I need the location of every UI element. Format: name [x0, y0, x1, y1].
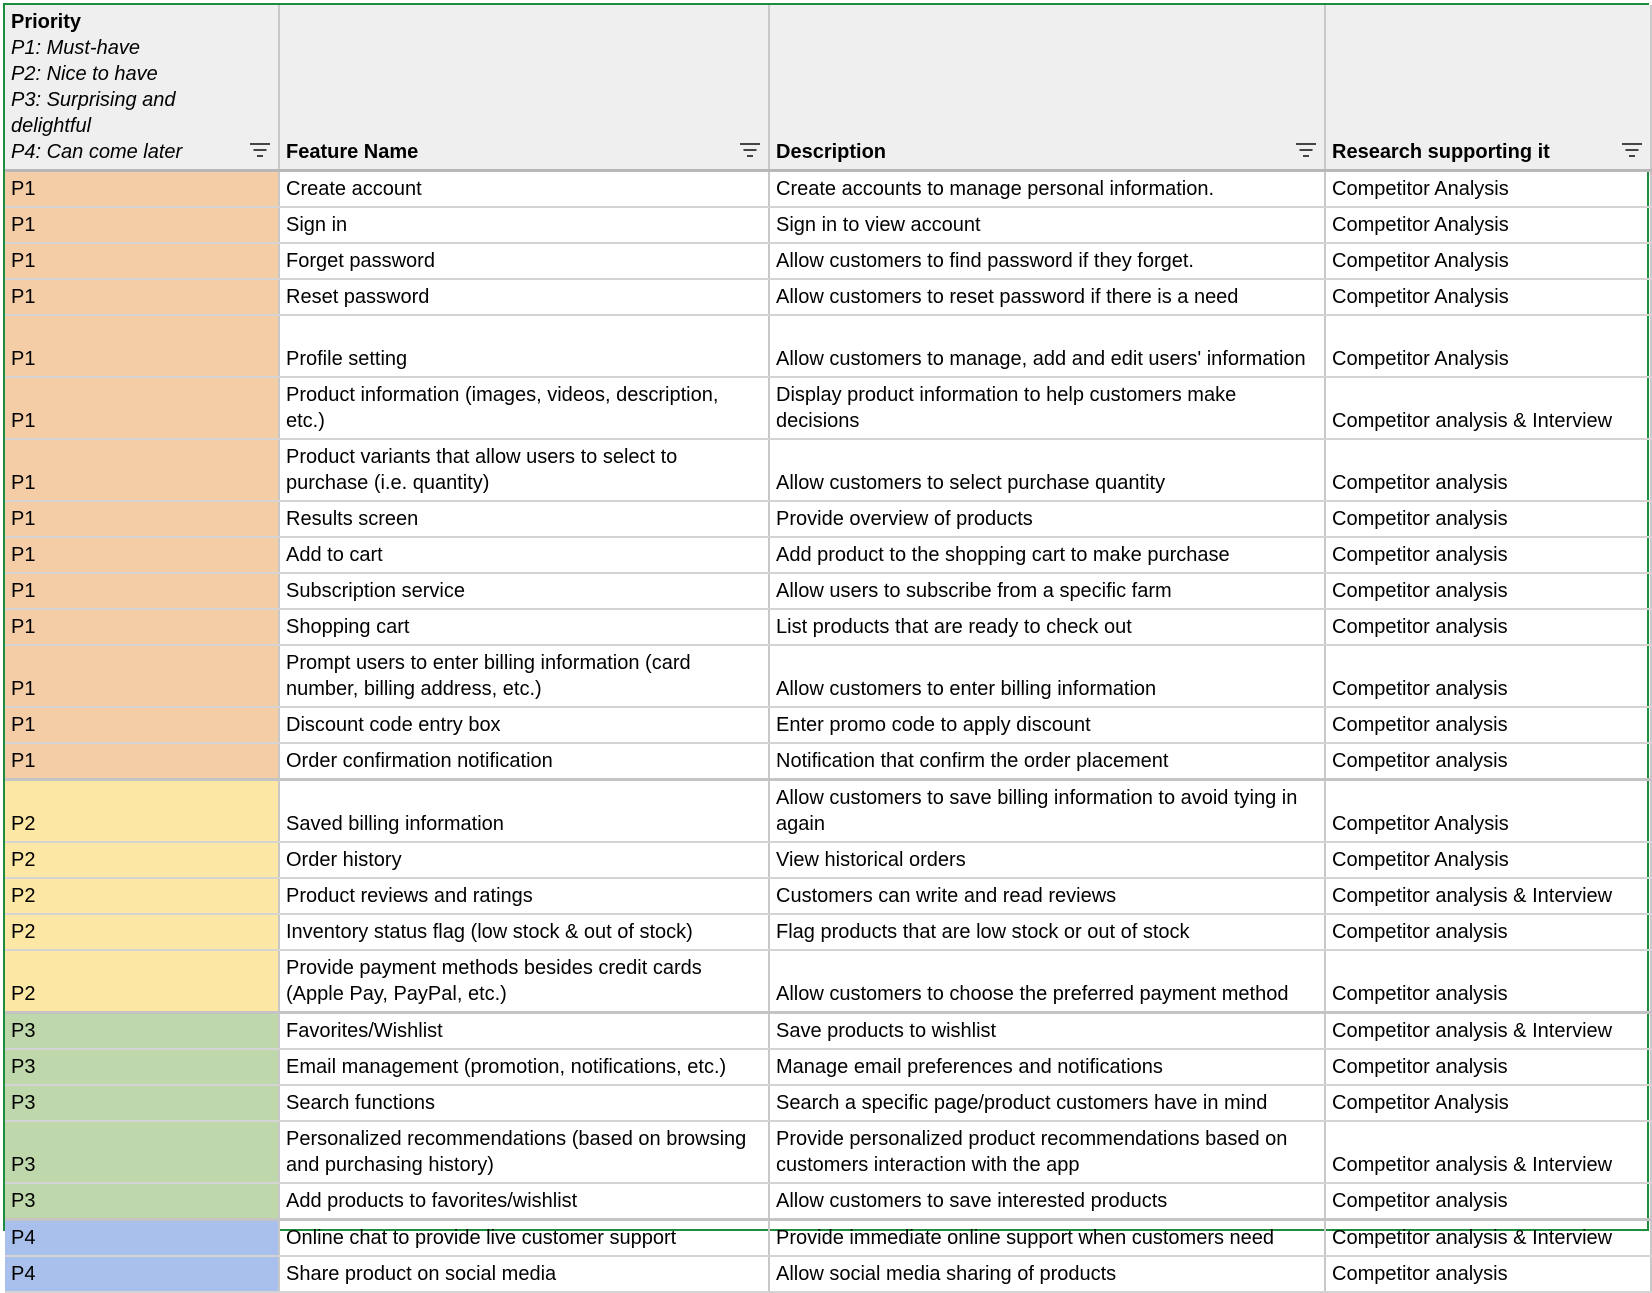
header-feature-name[interactable] [279, 5, 769, 171]
legend-p2: P2: Nice to have [11, 63, 158, 85]
research-cell[interactable]: Competitor Analysis [1325, 171, 1651, 208]
priority-cell[interactable]: P1 [5, 243, 279, 279]
description-cell[interactable]: Manage email preferences and notifications [769, 1049, 1325, 1085]
research-cell[interactable]: Competitor analysis [1325, 950, 1651, 1013]
filter-icon[interactable] [1622, 143, 1642, 157]
feature-cell[interactable]: Prompt users to enter billing information (card number, billing address, etc.) [279, 645, 769, 707]
research-cell[interactable]: Competitor analysis & Interview [1325, 377, 1651, 439]
description-cell[interactable]: Search a specific page/product customers have in mind [769, 1085, 1325, 1121]
priority-cell[interactable]: P1 [5, 743, 279, 780]
header-research-label: Research supporting it [1332, 141, 1550, 163]
priority-cell[interactable]: P1 [5, 707, 279, 743]
feature-cell[interactable]: Subscription service [279, 573, 769, 609]
feature-priority-table [5, 5, 1652, 1293]
feature-cell[interactable]: Inventory status flag (low stock & out of stock) [279, 914, 769, 950]
table-row [5, 645, 1651, 707]
priority-cell[interactable]: P3 [5, 1085, 279, 1121]
description-cell[interactable]: Enter promo code to apply discount [769, 707, 1325, 743]
table-row [5, 573, 1651, 609]
priority-cell[interactable]: P2 [5, 780, 279, 843]
feature-cell[interactable]: Forget password [279, 243, 769, 279]
priority-cell[interactable]: P3 [5, 1049, 279, 1085]
table-row [5, 707, 1651, 743]
feature-cell[interactable]: Product information (images, videos, description, etc.) [279, 377, 769, 439]
feature-cell[interactable]: Shopping cart [279, 609, 769, 645]
priority-cell[interactable]: P4 [5, 1256, 279, 1292]
research-cell[interactable]: Competitor Analysis [1325, 780, 1651, 843]
priority-cell[interactable]: P1 [5, 609, 279, 645]
research-cell[interactable]: Competitor analysis [1325, 537, 1651, 573]
priority-cell[interactable]: P2 [5, 842, 279, 878]
table-row [5, 842, 1651, 878]
feature-cell[interactable]: Order history [279, 842, 769, 878]
filter-icon[interactable] [1296, 143, 1316, 157]
priority-cell[interactable]: P4 [5, 1220, 279, 1257]
priority-cell[interactable]: P1 [5, 573, 279, 609]
filter-icon[interactable] [740, 143, 760, 157]
feature-cell[interactable]: Product variants that allow users to select to purchase (i.e. quantity) [279, 439, 769, 501]
priority-cell[interactable]: P3 [5, 1013, 279, 1050]
table-row [5, 537, 1651, 573]
priority-cell[interactable]: P2 [5, 878, 279, 914]
table-row [5, 439, 1651, 501]
priority-cell[interactable]: P3 [5, 1183, 279, 1220]
feature-cell[interactable]: Add to cart [279, 537, 769, 573]
header-research[interactable] [1325, 5, 1651, 171]
description-cell[interactable]: Provide personalized product recommendations based on customers interaction with the app [769, 1121, 1325, 1183]
table-row [5, 950, 1651, 1013]
table-row [5, 279, 1651, 315]
table-row [5, 315, 1651, 377]
legend-p1: P1: Must-have [11, 37, 140, 59]
priority-cell[interactable]: P1 [5, 315, 279, 377]
spreadsheet-grid [3, 3, 1649, 1285]
table-row [5, 914, 1651, 950]
description-cell[interactable]: Allow customers to choose the preferred payment method [769, 950, 1325, 1013]
table-row [5, 609, 1651, 645]
research-cell[interactable]: Competitor analysis [1325, 439, 1651, 501]
research-cell[interactable]: Competitor analysis & Interview [1325, 1013, 1651, 1050]
priority-cell[interactable]: P1 [5, 501, 279, 537]
feature-cell[interactable]: Email management (promotion, notifications, etc.) [279, 1049, 769, 1085]
description-cell[interactable]: Allow customers to select purchase quantity [769, 439, 1325, 501]
feature-cell[interactable]: Sign in [279, 207, 769, 243]
feature-cell[interactable]: Favorites/Wishlist [279, 1013, 769, 1050]
table-row [5, 1183, 1651, 1220]
feature-cell[interactable]: Create account [279, 171, 769, 208]
feature-cell[interactable]: Provide payment methods besides credit cards (Apple Pay, PayPal, etc.) [279, 950, 769, 1013]
feature-cell[interactable]: Saved billing information [279, 780, 769, 843]
description-cell[interactable]: Allow users to subscribe from a specific farm [769, 573, 1325, 609]
table-row [5, 780, 1651, 843]
table-row [5, 1220, 1651, 1257]
research-cell[interactable]: Competitor analysis [1325, 645, 1651, 707]
research-cell[interactable]: Competitor analysis [1325, 914, 1651, 950]
description-cell[interactable]: Allow customers to save billing information to avoid tying in again [769, 780, 1325, 843]
feature-cell[interactable]: Online chat to provide live customer support [279, 1220, 769, 1257]
priority-cell[interactable]: P1 [5, 377, 279, 439]
research-cell[interactable]: Competitor analysis [1325, 609, 1651, 645]
feature-cell[interactable]: Product reviews and ratings [279, 878, 769, 914]
research-cell[interactable]: Competitor analysis [1325, 573, 1651, 609]
priority-cell[interactable]: P1 [5, 537, 279, 573]
header-priority[interactable] [5, 5, 279, 171]
research-cell[interactable]: Competitor analysis & Interview [1325, 878, 1651, 914]
research-cell[interactable]: Competitor analysis [1325, 707, 1651, 743]
description-cell[interactable]: Provide immediate online support when customers need [769, 1220, 1325, 1257]
description-cell[interactable]: Display product information to help customers make decisions [769, 377, 1325, 439]
description-cell[interactable]: Allow customers to save interested products [769, 1183, 1325, 1220]
description-cell[interactable]: Add product to the shopping cart to make purchase [769, 537, 1325, 573]
description-cell[interactable]: Provide overview of products [769, 501, 1325, 537]
research-cell[interactable]: Competitor Analysis [1325, 842, 1651, 878]
description-cell[interactable]: Create accounts to manage personal information. [769, 171, 1325, 208]
feature-cell[interactable]: Add products to favorites/wishlist [279, 1183, 769, 1220]
feature-cell[interactable]: Reset password [279, 279, 769, 315]
description-cell[interactable]: Allow customers to manage, add and edit users' information [769, 315, 1325, 377]
description-cell[interactable]: Allow customers to find password if they forget. [769, 243, 1325, 279]
table-row [5, 171, 1651, 208]
research-cell[interactable]: Competitor analysis [1325, 501, 1651, 537]
description-cell[interactable]: Flag products that are low stock or out of stock [769, 914, 1325, 950]
research-cell[interactable]: Competitor analysis & Interview [1325, 1220, 1651, 1257]
research-cell[interactable]: Competitor analysis & Interview [1325, 1121, 1651, 1183]
research-cell[interactable]: Competitor analysis [1325, 743, 1651, 780]
feature-cell[interactable]: Profile setting [279, 315, 769, 377]
filter-icon[interactable] [250, 143, 270, 157]
table-row [5, 878, 1651, 914]
legend-p4: P4: Can come later [11, 141, 183, 163]
priority-cell[interactable]: P1 [5, 207, 279, 243]
feature-cell[interactable]: Share product on social media [279, 1256, 769, 1292]
feature-cell[interactable]: Results screen [279, 501, 769, 537]
feature-cell[interactable]: Search functions [279, 1085, 769, 1121]
description-cell[interactable]: List products that are ready to check out [769, 609, 1325, 645]
legend-p3: P3: Surprising and delightful [11, 89, 176, 137]
header-description-label: Description [776, 141, 887, 163]
feature-cell[interactable]: Discount code entry box [279, 707, 769, 743]
table-row [5, 743, 1651, 780]
table-row [5, 501, 1651, 537]
research-cell[interactable]: Competitor Analysis [1325, 207, 1651, 243]
description-cell[interactable]: Customers can write and read reviews [769, 878, 1325, 914]
table-row [5, 1049, 1651, 1085]
table-row [5, 207, 1651, 243]
research-cell[interactable]: Competitor analysis [1325, 1256, 1651, 1292]
header-feature-name-label: Feature Name [286, 141, 419, 163]
priority-cell[interactable]: P1 [5, 279, 279, 315]
description-cell[interactable]: Notification that confirm the order placement [769, 743, 1325, 780]
table-row [5, 1121, 1651, 1183]
table-row [5, 1085, 1651, 1121]
research-cell[interactable]: Competitor Analysis [1325, 279, 1651, 315]
priority-title: Priority [11, 11, 82, 33]
description-cell[interactable]: Allow customers to reset password if there is a need [769, 279, 1325, 315]
table-row [5, 1256, 1651, 1292]
description-cell[interactable]: Allow social media sharing of products [769, 1256, 1325, 1292]
header-row [5, 5, 1651, 171]
feature-cell[interactable]: Order confirmation notification [279, 743, 769, 780]
description-cell[interactable]: Save products to wishlist [769, 1013, 1325, 1050]
description-cell[interactable]: Allow customers to enter billing information [769, 645, 1325, 707]
feature-cell[interactable]: Personalized recommendations (based on browsing and purchasing history) [279, 1121, 769, 1183]
priority-cell[interactable]: P2 [5, 914, 279, 950]
research-cell[interactable]: Competitor analysis [1325, 1049, 1651, 1085]
table-row [5, 243, 1651, 279]
priority-cell[interactable]: P1 [5, 171, 279, 208]
priority-cell[interactable]: P2 [5, 950, 279, 1013]
priority-cell[interactable]: P3 [5, 1121, 279, 1183]
research-cell[interactable]: Competitor analysis [1325, 1183, 1651, 1220]
priority-legend [11, 35, 244, 165]
priority-cell[interactable]: P1 [5, 645, 279, 707]
description-cell[interactable]: Sign in to view account [769, 207, 1325, 243]
header-description[interactable] [769, 5, 1325, 171]
priority-cell[interactable]: P1 [5, 439, 279, 501]
table-row [5, 377, 1651, 439]
research-cell[interactable]: Competitor Analysis [1325, 315, 1651, 377]
table-row [5, 1013, 1651, 1050]
description-cell[interactable]: View historical orders [769, 842, 1325, 878]
research-cell[interactable]: Competitor Analysis [1325, 1085, 1651, 1121]
research-cell[interactable]: Competitor Analysis [1325, 243, 1651, 279]
